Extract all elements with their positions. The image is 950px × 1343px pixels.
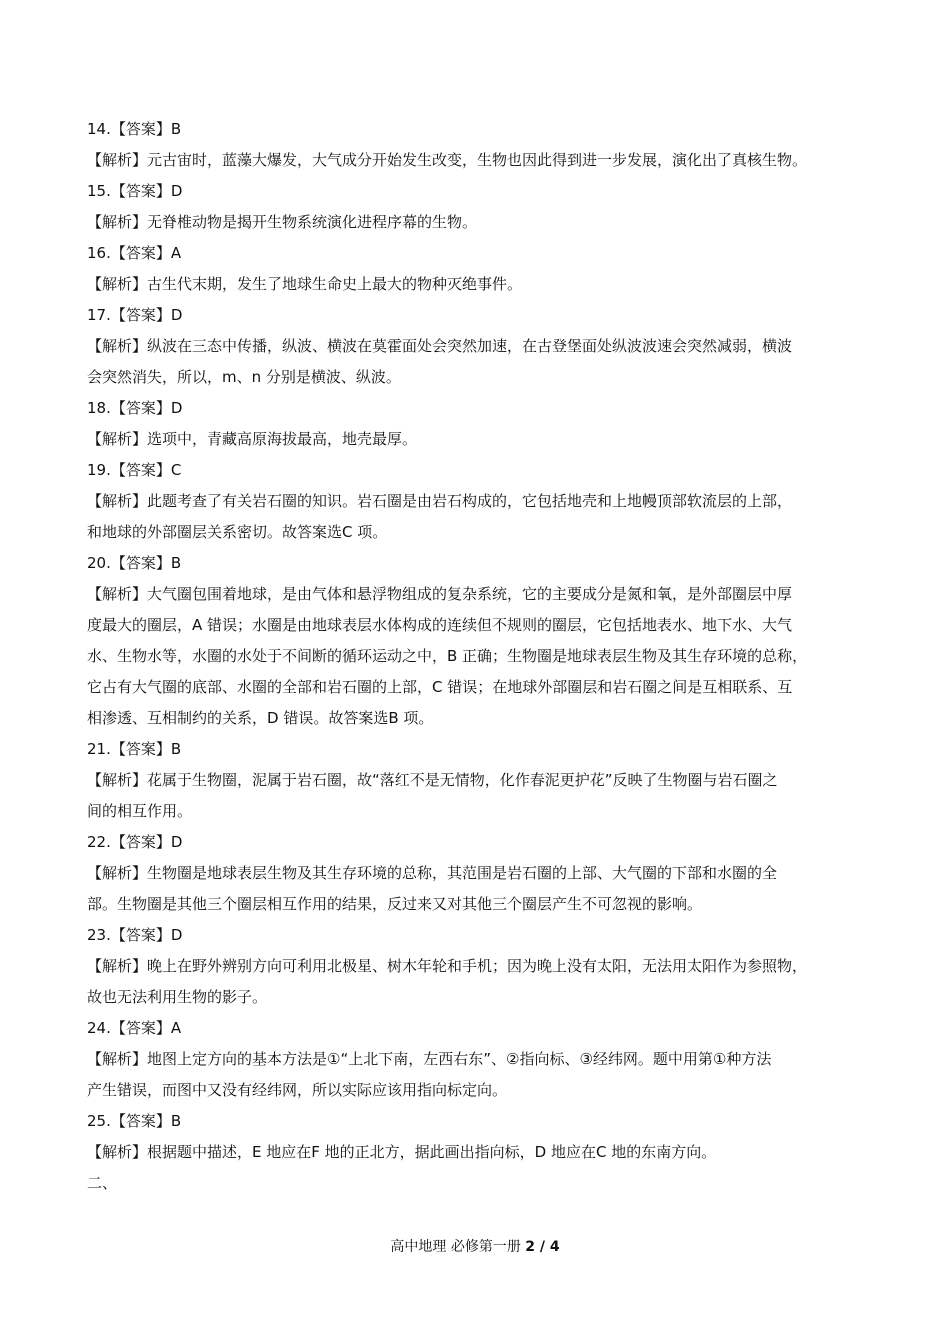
text-line: 水、生物水等，水圈的水处于不间断的循环运动之中，B 正确；生物圈是地球表层生物及其生存环境的总称， xyxy=(87,647,808,665)
text-line: 【解析】大气圈包围着地球，是由气体和悬浮物组成的复杂系统，它的主要成分是氮和氧，是外部圈层中厚 xyxy=(87,585,793,603)
text-line: 15.【答案】D xyxy=(87,182,183,200)
text-line: 16.【答案】A xyxy=(87,244,182,262)
text-line: 故也无法利用生物的影子。 xyxy=(87,988,268,1006)
page-footer xyxy=(0,1237,950,1257)
text-line: 它占有大气圈的底部、水圈的全部和岩石圈的上部，C 错误；在地球外部圈层和岩石圈之间是互相联系、互 xyxy=(87,678,793,696)
text-line: 14.【答案】B xyxy=(87,120,182,138)
text-line: 【解析】生物圈是地球表层生物及其生存环境的总称，其范围是岩石圈的上部、大气圈的下部和水圈的全 xyxy=(87,864,778,882)
text-line: 间的相互作用。 xyxy=(87,802,193,820)
text-line: 相渗透、互相制约的关系，D 错误。故答案选B 项。 xyxy=(87,709,434,727)
text-line: 【解析】无脊椎动物是揭开生物系统演化进程序幕的生物。 xyxy=(87,213,478,231)
text-line: 部。生物圈是其他三个圈层相互作用的结果，反过来又对其他三个圈层产生不可忽视的影响。 xyxy=(87,895,703,913)
text-line: 【解析】根据题中描述，E 地应在F 地的正北方，据此画出指向标，D 地应在C 地的东南方向。 xyxy=(87,1143,717,1161)
answer-content xyxy=(87,114,857,1199)
text-line: 23.【答案】D xyxy=(87,926,183,944)
text-line: 【解析】纵波在三态中传播，纵波、横波在莫霍面处会突然加速，在古登堡面处纵波波速会突然减弱，横波 xyxy=(87,337,793,355)
text-line: 【解析】选项中，青藏高原海拔最高，地壳最厚。 xyxy=(87,430,418,448)
text-line: 【解析】晚上在野外辨别方向可利用北极星、树木年轮和手机；因为晚上没有太阳，无法用太阳作为参照物， xyxy=(87,957,808,975)
text-line: 19.【答案】C xyxy=(87,461,182,479)
text-line: 【解析】花属于生物圈，泥属于岩石圈，故“落红不是无情物，化作春泥更护花”反映了生物圈与岩石圈之 xyxy=(87,771,778,789)
text-line: 度最大的圈层，A 错误；水圈是由地球表层水体构成的连续但不规则的圈层，它包括地表水、地下水、大气 xyxy=(87,616,793,634)
text-line: 21.【答案】B xyxy=(87,740,182,758)
footer-title: 高中地理 必修第一册 xyxy=(390,1239,521,1255)
text-line: 24.【答案】A xyxy=(87,1019,182,1037)
text-line: 【解析】此题考查了有关岩石圈的知识。岩石圈是由岩石构成的，它包括地壳和上地幔顶部软流层的上部， xyxy=(87,492,793,510)
text-line: 【解析】古生代末期，发生了地球生命史上最大的物种灭绝事件。 xyxy=(87,275,523,293)
text-line: 和地球的外部圈层关系密切。故答案选C 项。 xyxy=(87,523,388,541)
text-line: 17.【答案】D xyxy=(87,306,183,324)
text-line: 22.【答案】D xyxy=(87,833,183,851)
text-line: 【解析】地图上定方向的基本方法是①“上北下南，左西右东”、②指向标、③经纬网。题中用第①种方法 xyxy=(87,1050,772,1068)
text-line: 18.【答案】D xyxy=(87,399,183,417)
text-line: 20.【答案】B xyxy=(87,554,182,572)
text-line: 会突然消失，所以，m、n 分别是横波、纵波。 xyxy=(87,368,401,386)
text-line: 二、 xyxy=(87,1174,118,1192)
text-line: 【解析】元古宙时，蓝藻大爆发，大气成分开始发生改变，生物也因此得到进一步发展，演化出了真核生物。 xyxy=(87,151,808,169)
text-line: 25.【答案】B xyxy=(87,1112,182,1130)
text-line: 产生错误，而图中又没有经纬网，所以实际应该用指向标定向。 xyxy=(87,1081,508,1099)
page-number: 2 / 4 xyxy=(525,1239,560,1255)
